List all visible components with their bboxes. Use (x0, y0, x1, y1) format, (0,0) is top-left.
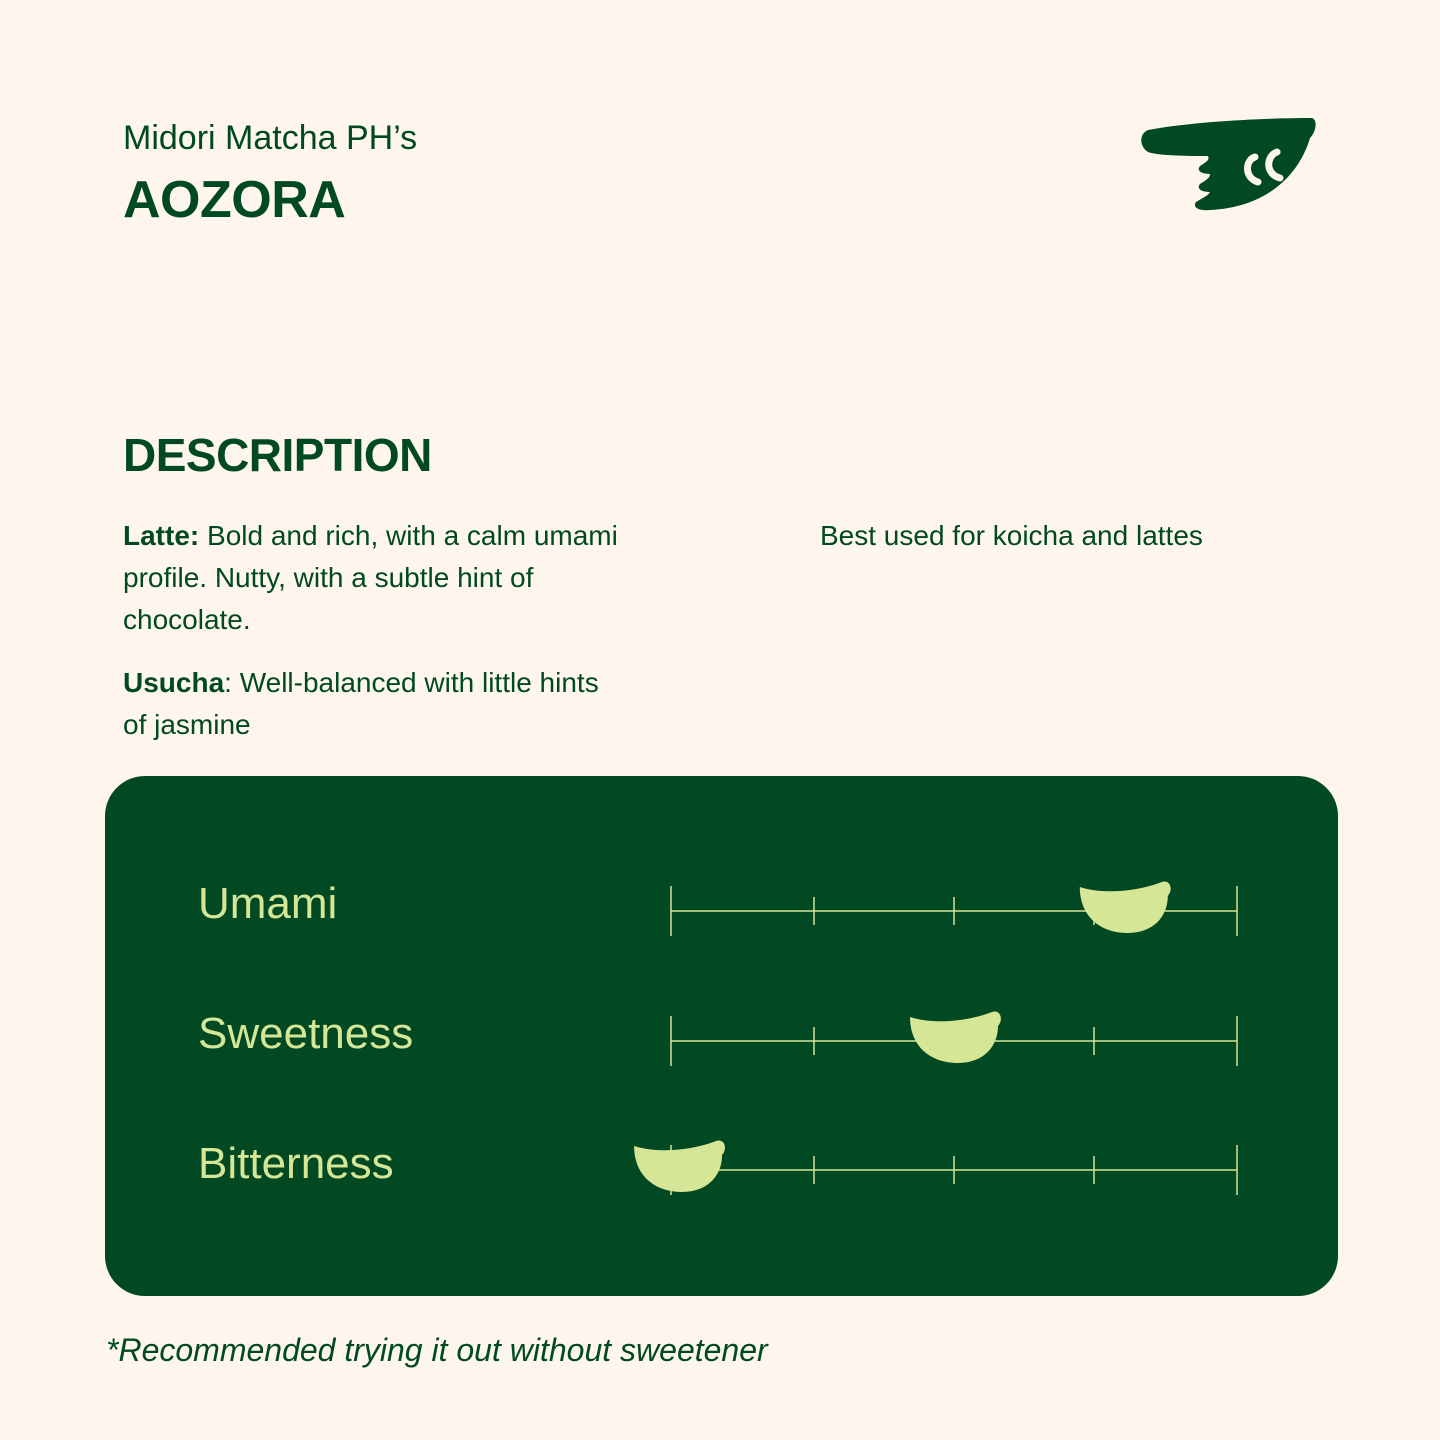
usucha-text: : Well-balanced with little hints of jasmine (123, 667, 599, 740)
usucha-label: Usucha (123, 667, 225, 698)
umami-label: Umami (198, 879, 338, 928)
description-title: DESCRIPTION (123, 429, 432, 481)
usucha-description (123, 662, 623, 746)
scale-marker (634, 1140, 725, 1192)
scale-sweetness (671, 1011, 1237, 1066)
flavor-scales (105, 776, 1338, 1296)
product-title: AOZORA (123, 171, 346, 229)
scale-marker (910, 1011, 1001, 1063)
latte-text: Bold and rich, with a calm umami profile. Nutty, with a subtle hint of chocolate. (123, 520, 618, 635)
footnote: *Recommended trying it out without sweetener (106, 1332, 768, 1368)
latte-label: Latte: (123, 520, 200, 551)
scale-marker (1080, 881, 1171, 933)
best-use-note: Best used for koicha and lattes (820, 520, 1203, 551)
latte-description (123, 515, 623, 641)
bitterness-label: Bitterness (198, 1139, 394, 1188)
scale-umami (671, 881, 1237, 936)
sweetness-label: Sweetness (198, 1009, 414, 1058)
flavor-profile-panel (105, 776, 1338, 1296)
scale-bitterness (634, 1140, 1237, 1195)
brand-name: Midori Matcha PH’s (123, 119, 418, 157)
eyes-blob-logo-icon (1140, 112, 1320, 220)
